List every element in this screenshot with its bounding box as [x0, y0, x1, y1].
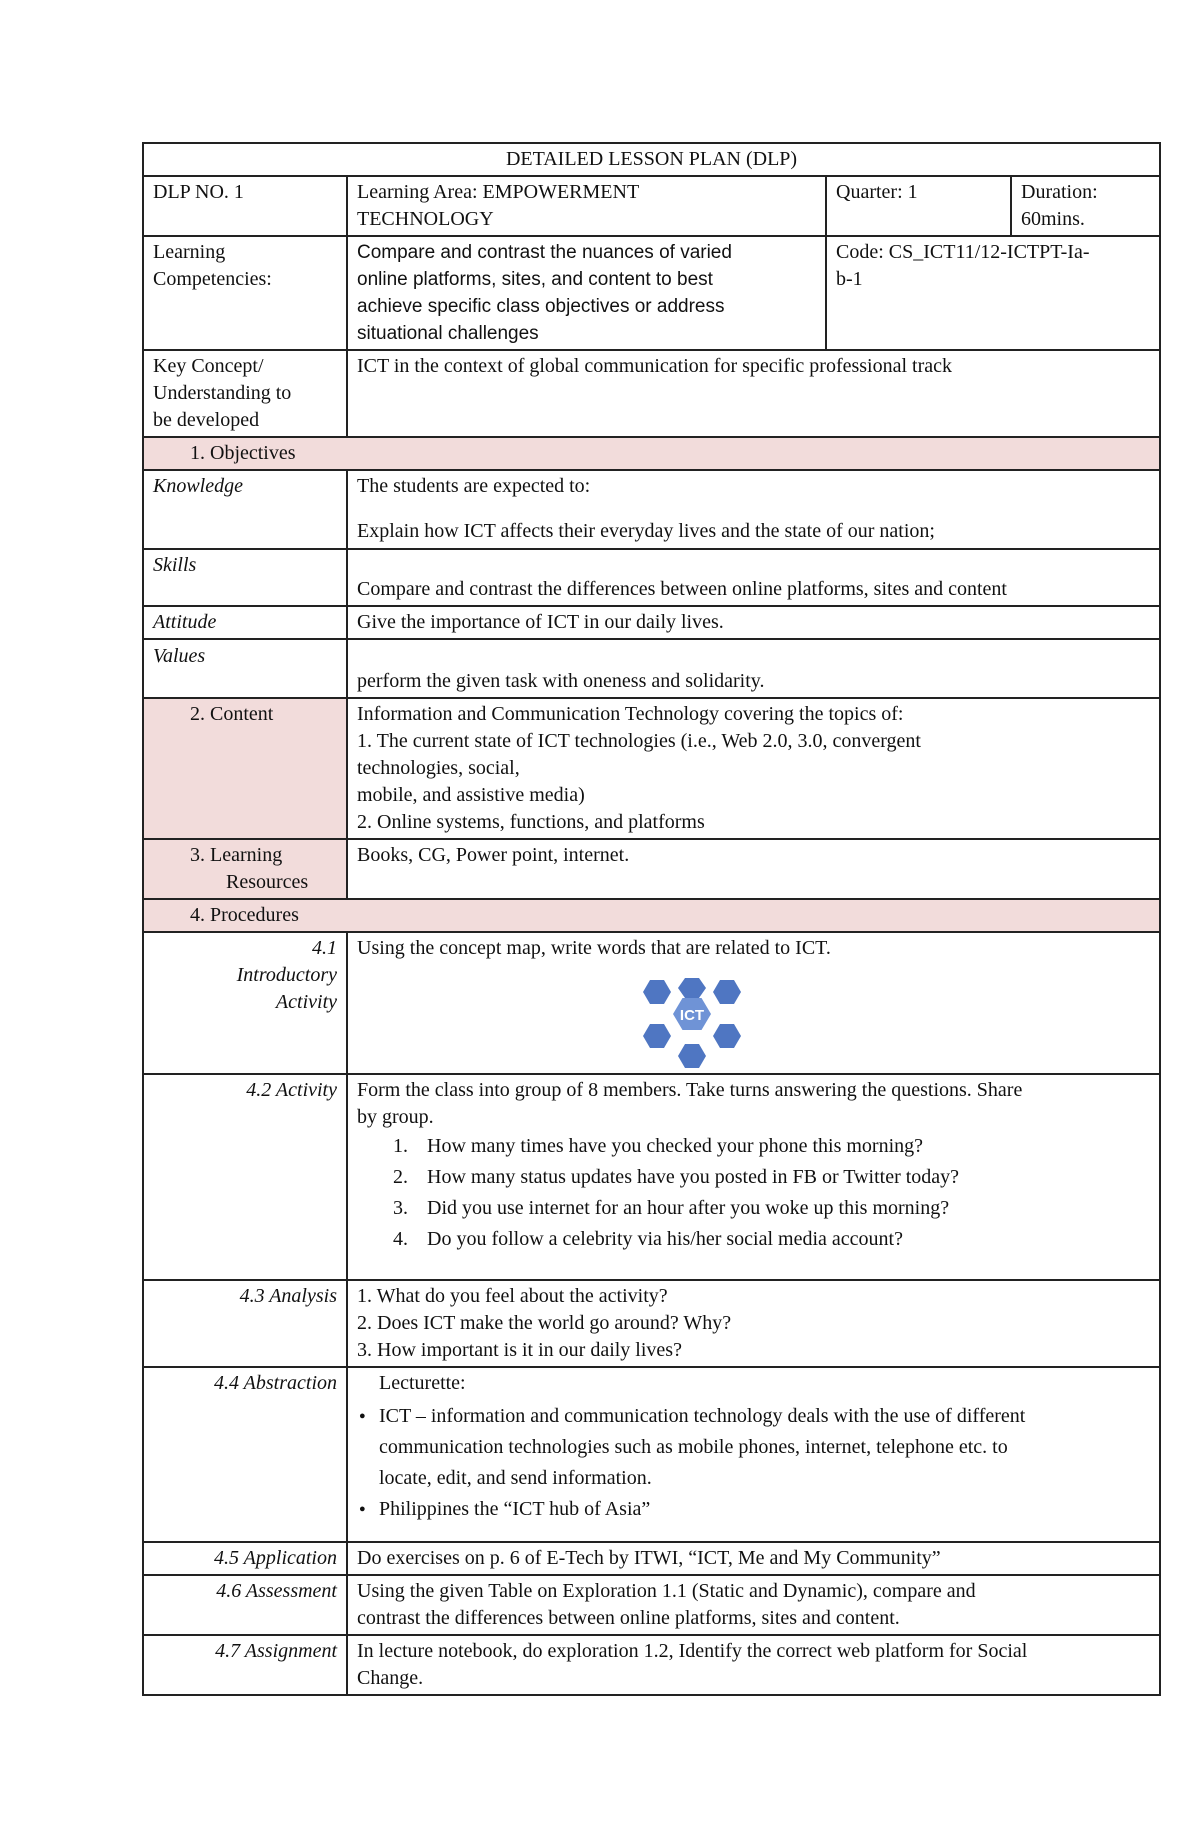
concept-map — [357, 976, 1150, 1068]
intro-activity-row — [143, 932, 1160, 1074]
attitude-row — [143, 606, 1160, 639]
activity-questions — [357, 1131, 1150, 1255]
activity-content: Form the class into group of 8 members. Take turns answering the questions. Share by group. 1. How many times have you checked your phone this morning? 2. How many status updates have you posted in FB or Twitter today? 3. Did you use internet for an hour after you woke up this morning? 4. Do you follow a celebrity via his/her social media account? — [347, 1074, 1160, 1280]
hex-bottom — [678, 1044, 706, 1068]
competencies-label: Learning Competencies: — [143, 236, 347, 350]
list-item: ● Philippines the “ICT hub of Asia” — [359, 1494, 1150, 1525]
learning-area: Learning Area: EMPOWERMENT TECHNOLOGY — [347, 176, 826, 236]
values-row — [143, 639, 1160, 698]
activity-row — [143, 1074, 1160, 1280]
values-label: Values — [143, 639, 347, 698]
bullet-icon: ● — [359, 1410, 366, 1422]
skills-label: Skills — [143, 549, 347, 606]
content-text: Information and Communication Technology covering the topics of: 1. The current state of ICT technologies (i.e., Web 2.0, 3.0, convergent technologies, social, mobile, and assistive media) 2. Online systems, functions, and platforms — [347, 698, 1160, 839]
attitude-label: Attitude — [143, 606, 347, 639]
abstraction-bullets — [357, 1401, 1150, 1525]
lesson-plan-table — [142, 142, 1161, 1696]
resources-heading: 3. Learning Resources — [143, 839, 347, 899]
application-content: Do exercises on p. 6 of E-Tech by ITWI, “ICT, Me and My Community” — [347, 1542, 1160, 1575]
competencies-text: Compare and contrast the nuances of varied online platforms, sites, and content to best achieve specific class objectives or address situational challenges — [347, 236, 826, 350]
knowledge-label: Knowledge — [143, 470, 347, 549]
abstraction-row — [143, 1367, 1160, 1542]
hex-top-left — [643, 980, 671, 1004]
resources-text: Books, CG, Power point, internet. — [347, 839, 1160, 899]
procedures-heading: 4. Procedures — [143, 899, 1160, 932]
knowledge-row — [143, 470, 1160, 549]
header-row — [143, 176, 1160, 236]
hex-bottom-right — [713, 1024, 741, 1048]
list-item: ● ICT – information and communication technology deals with the use of different communication technologies such as mobile phones, internet, telephone etc. to locate, edit, and send information. — [359, 1401, 1150, 1494]
objectives-heading-row — [143, 437, 1160, 470]
content-heading: 2. Content — [143, 698, 347, 839]
key-concept-label: Key Concept/ Understanding to be developed — [143, 350, 347, 437]
hex-bottom-left — [643, 1024, 671, 1048]
content-row — [143, 698, 1160, 839]
objectives-heading: 1. Objectives — [143, 437, 1160, 470]
document-title: DETAILED LESSON PLAN (DLP) — [143, 143, 1160, 176]
analysis-content: 1. What do you feel about the activity? 2. Does ICT make the world go around? Why? 3. How important is it in our daily lives? — [347, 1280, 1160, 1367]
intro-activity-label: 4.1 Introductory Activity — [143, 932, 347, 1074]
skills-text: Compare and contrast the differences between online platforms, sites and content — [347, 549, 1160, 606]
list-item: 1. How many times have you checked your phone this morning? — [393, 1135, 923, 1157]
assessment-content: Using the given Table on Exploration 1.1 (Static and Dynamic), compare and contrast the differences between online platforms, sites and content. — [347, 1575, 1160, 1635]
attitude-text: Give the importance of ICT in our daily lives. — [347, 606, 1160, 639]
competency-code: Code: CS_ICT11/12-ICTPT-Ia- b-1 — [826, 236, 1160, 350]
procedures-heading-row — [143, 899, 1160, 932]
assignment-label: 4.7 Assignment — [143, 1635, 347, 1695]
values-text: perform the given task with oneness and solidarity. — [347, 639, 1160, 698]
concept-map-diagram — [637, 976, 747, 1068]
hex-top — [678, 978, 706, 998]
competencies-row — [143, 236, 1160, 350]
key-concept-row — [143, 350, 1160, 437]
quarter: Quarter: 1 — [826, 176, 1011, 236]
assessment-label: 4.6 Assessment — [143, 1575, 347, 1635]
knowledge-text: The students are expected to: Explain how ICT affects their everyday lives and the state of our nation; — [347, 470, 1160, 549]
hex-top-right — [713, 980, 741, 1004]
assignment-content: In lecture notebook, do exploration 1.2, Identify the correct web platform for Social Change. — [347, 1635, 1160, 1695]
bullet-icon: ● — [359, 1503, 366, 1515]
dlp-number: DLP NO. 1 — [143, 176, 347, 236]
list-item: 3. Did you use internet for an hour after you woke up this morning? — [393, 1197, 950, 1219]
concept-map-center-label: ICT — [679, 1007, 705, 1024]
application-label: 4.5 Application — [143, 1542, 347, 1575]
skills-row — [143, 549, 1160, 606]
list-item: 4. Do you follow a celebrity via his/her social media account? — [393, 1228, 903, 1250]
title-row — [143, 143, 1160, 176]
application-row — [143, 1542, 1160, 1575]
assignment-row — [143, 1635, 1160, 1695]
resources-row — [143, 839, 1160, 899]
assessment-row — [143, 1575, 1160, 1635]
activity-label: 4.2 Activity — [143, 1074, 347, 1280]
analysis-row — [143, 1280, 1160, 1367]
analysis-label: 4.3 Analysis — [143, 1280, 347, 1367]
key-concept-text: ICT in the context of global communication for specific professional track — [347, 350, 1160, 437]
duration: Duration: 60mins. — [1011, 176, 1160, 236]
intro-activity-content: Using the concept map, write words that are related to ICT. ICT — [347, 932, 1160, 1074]
abstraction-content: Lecturette: ● ICT – information and communication technology deals with the use of different communication technologies such as mobile phones, internet, telephone etc. to locate, edit, and send information. ● Philippines the “ICT hub of Asia” — [347, 1367, 1160, 1542]
abstraction-label: 4.4 Abstraction — [143, 1367, 347, 1542]
list-item: 2. How many status updates have you posted in FB or Twitter today? — [393, 1166, 960, 1188]
